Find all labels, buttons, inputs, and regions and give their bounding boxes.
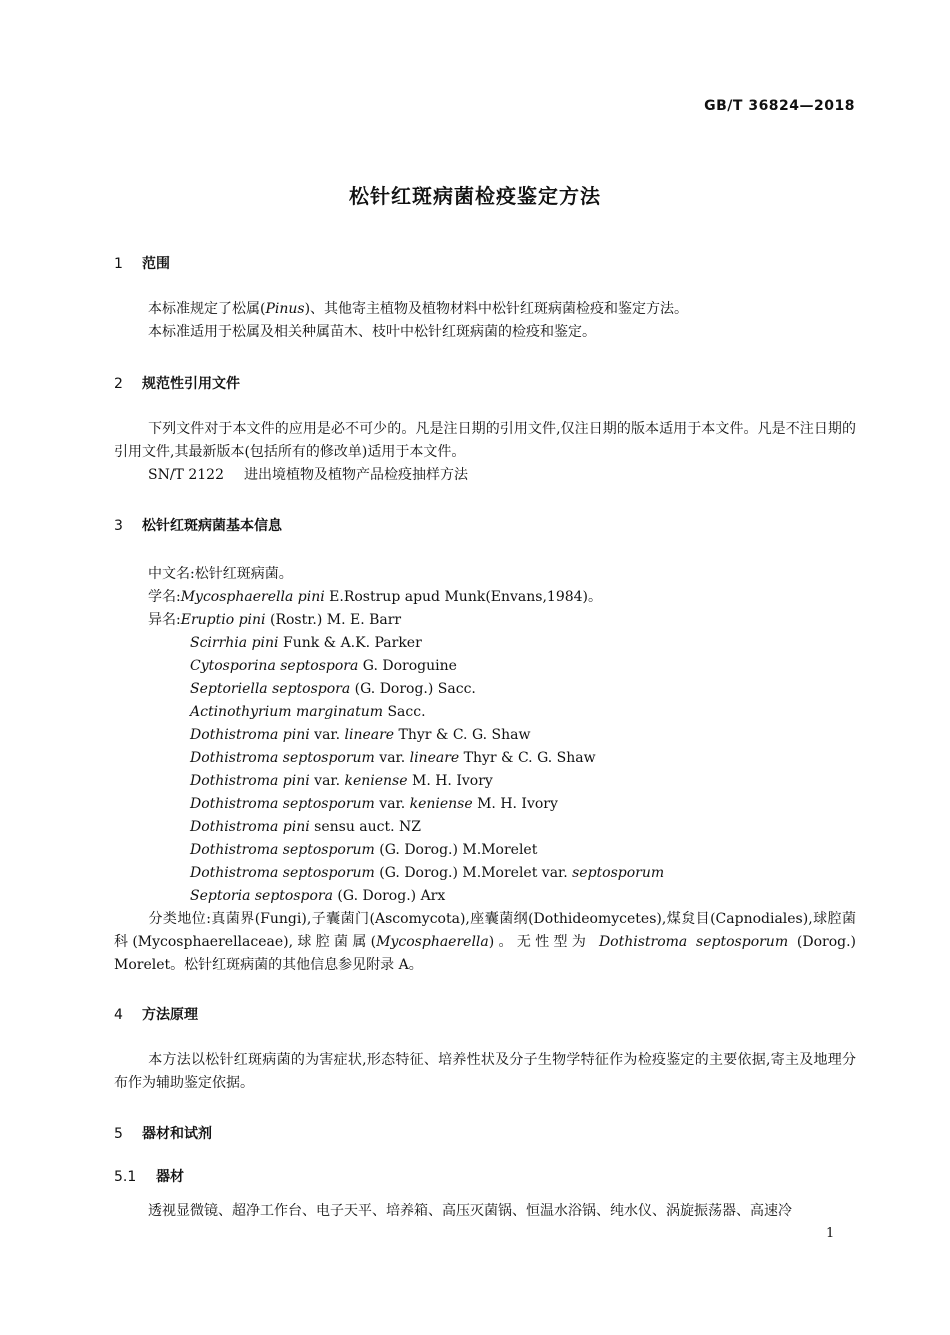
synonym-11: Dothistroma septosporum (G. Dorog.) M.Morelet	[190, 842, 538, 858]
standard-code: GB/T 36824—2018	[704, 98, 855, 114]
section-5-heading	[114, 1123, 212, 1143]
section-number: 5	[114, 1126, 123, 1142]
page-number: 1	[826, 1226, 835, 1241]
section-title: 松针红斑病菌基本信息	[142, 518, 282, 534]
synonym-9: Dothistroma septosporum var. keniense M. H. Ivory	[190, 796, 558, 812]
synonym-12: Dothistroma septosporum (G. Dorog.) M.Morelet var. septosporum	[190, 865, 665, 881]
section-title: 范围	[142, 256, 170, 272]
document-title: 松针红斑病菌检疫鉴定方法	[349, 184, 601, 208]
section-number: 2	[114, 376, 123, 392]
section-2-paragraph-1: 下列文件对于本文件的应用是必不可少的。凡是注日期的引用文件,仅注日期的版本适用于本文件。凡是不注日期的引用文件,其最新版本(包括所有的修改单)适用于本文件。	[114, 421, 856, 460]
synonym-7: Dothistroma septosporum var. lineare Thyr & C. G. Shaw	[190, 750, 596, 766]
normative-reference	[148, 464, 468, 487]
synonym-8: Dothistroma pini var. keniense M. H. Ivory	[190, 773, 493, 789]
section-number: 1	[114, 256, 123, 272]
reference-title: 进出境植物及植物产品检疫抽样方法	[243, 467, 468, 483]
section-2-heading	[114, 373, 240, 393]
reference-code: SN/T 2122	[148, 467, 224, 483]
synonym-2: Scirrhia pini Funk & A.K. Parker	[190, 635, 422, 651]
section-number: 3	[114, 518, 123, 534]
section-5-1-heading	[114, 1166, 184, 1186]
section-number: 5.1	[114, 1169, 137, 1185]
section-title: 器材	[156, 1169, 184, 1185]
section-title: 规范性引用文件	[142, 376, 240, 392]
synonym-10: Dothistroma pini sensu auct. NZ	[190, 819, 422, 835]
section-3-heading	[114, 515, 282, 535]
synonym-13: Septoria septospora (G. Dorog.) Arx	[190, 888, 446, 904]
chinese-name: 中文名:松针红斑病菌。	[148, 566, 293, 582]
section-number: 4	[114, 1007, 123, 1023]
section-title: 器材和试剂	[142, 1126, 212, 1142]
synonym-3: Cytosporina septospora G. Doroguine	[190, 658, 457, 674]
section-5-1-paragraph-1: 透视显微镜、超净工作台、电子天平、培养箱、高压灭菌锅、恒温水浴锅、纯水仪、涡旋振荡器、高速冷	[148, 1203, 792, 1219]
section-4-paragraph-1: 本方法以松针红斑病菌的为害症状,形态特征、培养性状及分子生物学特征作为检疫鉴定的主要依据,寄主及地理分布作为辅助鉴定依据。	[114, 1052, 856, 1091]
synonym-4: Septoriella septospora (G. Dorog.) Sacc.	[190, 681, 476, 697]
scientific-name: 学名:Mycosphaerella pini E.Rostrup apud Munk(Envans,1984)。	[148, 589, 603, 605]
synonym-5: Actinothyrium marginatum Sacc.	[190, 704, 426, 720]
section-1-paragraph-2: 本标准适用于松属及相关种属苗木、枝叶中松针红斑病菌的检疫和鉴定。	[148, 324, 596, 340]
synonym-1: 异名:Eruptio pini (Rostr.) M. E. Barr	[148, 612, 402, 628]
section-1-heading	[114, 253, 170, 273]
section-title: 方法原理	[142, 1007, 198, 1023]
section-1-paragraph-1: 本标准规定了松属(Pinus)、其他寄主植物及植物材料中松针红斑病菌检疫和鉴定方法。	[148, 301, 689, 317]
section-4-heading	[114, 1004, 198, 1024]
synonym-6: Dothistroma pini var. lineare Thyr & C. G. Shaw	[190, 727, 531, 743]
taxonomy-paragraph: 分类地位:真菌界(Fungi),子囊菌门(Ascomycota),座囊菌纲(Dothideomycetes),煤炱目(Capnodiales),球腔菌科(Mycosphaerellaceae),球腔菌属(Mycosphaerella)。无性型为 Dothistroma septosporum (Dorog.) Morelet。松针红斑病菌的其他信息参见附录 A。	[114, 911, 856, 973]
